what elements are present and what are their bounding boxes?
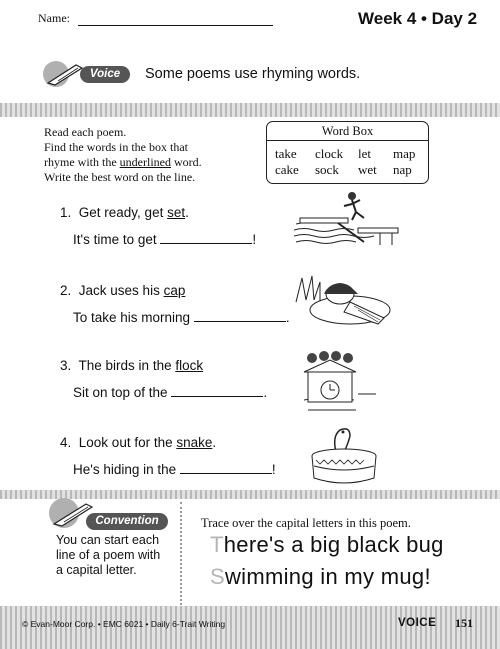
section-dotted-divider [180, 502, 182, 605]
voice-text: Some poems use rhyming words. [145, 66, 361, 82]
divider-band-top [0, 103, 500, 117]
answer-line-1[interactable] [160, 232, 252, 244]
sleeping-boy-illustration [294, 272, 396, 330]
instruction-line-1: Read each poem. [44, 125, 127, 139]
poem-4-line-1: 4. Look out for the snake. [60, 435, 217, 450]
poem-2-line-2: To take his morning . [73, 310, 290, 325]
convention-instruction: Trace over the capital letters in this poem. [201, 516, 411, 530]
poem-1-line-1: 1. Get ready, get set. [60, 205, 189, 220]
name-label: Name: [38, 11, 70, 25]
word-box-word: clock [315, 146, 344, 161]
snake-in-cake-illustration [306, 422, 382, 488]
word-box-word: sock [315, 162, 339, 177]
word-box-word: take [275, 146, 297, 161]
convention-tip [56, 533, 160, 578]
convention-badge [86, 513, 168, 530]
poem-3-line-1: 3. The birds in the flock [60, 358, 204, 373]
instruction-line-2: Find the words in the box that [44, 140, 188, 154]
trace-capital-letter: S [210, 564, 225, 589]
convention-tip-line: You can start each [56, 533, 160, 547]
poem-1-line-2: It's time to get ! [73, 232, 257, 247]
poem-2-line-1: 2. Jack uses his cap [60, 283, 186, 298]
word-box-word: map [393, 146, 416, 161]
week-day-title: Week 4 • Day 2 [358, 9, 478, 28]
convention-tip-line: line of a poem with [56, 548, 161, 562]
word-box-word: let [358, 146, 371, 161]
word-box-word: nap [393, 162, 412, 177]
word-box-word: cake [275, 162, 299, 177]
footer-section: VOICE [398, 617, 437, 629]
instruction-line-4: Write the best word on the line. [44, 170, 196, 184]
word-box-title: Word Box [321, 124, 374, 138]
voice-badge-label: Voice [89, 68, 121, 80]
answer-line-3[interactable] [171, 385, 263, 397]
voice-badge [80, 66, 130, 83]
trace-line-1: There's a big black bug [210, 532, 444, 557]
convention-tip-line: a capital letter. [56, 563, 137, 577]
name-line[interactable] [78, 25, 273, 26]
trace-capital-letter: T [210, 532, 224, 557]
birds-on-clock-illustration [296, 348, 402, 412]
poem-4-line-2: He's hiding in the ! [73, 462, 276, 477]
word-box-word: wet [358, 162, 377, 177]
instructions [44, 125, 202, 185]
footer-credit: © Evan-Moor Corp. • EMC 6021 • Daily 6-Trait Writing [22, 619, 226, 629]
convention-badge-label: Convention [95, 515, 159, 527]
trace-line-2: Swimming in my mug! [210, 564, 431, 589]
poem-3-line-2: Sit on top of the . [73, 385, 268, 400]
answer-line-2[interactable] [194, 310, 286, 322]
diving-board-illustration [294, 190, 400, 248]
answer-line-4[interactable] [180, 462, 272, 474]
word-box-divider [267, 140, 428, 141]
page-number: 151 [455, 616, 473, 630]
instruction-underlined-word: underlined [119, 155, 171, 169]
word-box [266, 121, 429, 184]
instruction-line-3: rhyme with the underlined word. [44, 155, 202, 169]
